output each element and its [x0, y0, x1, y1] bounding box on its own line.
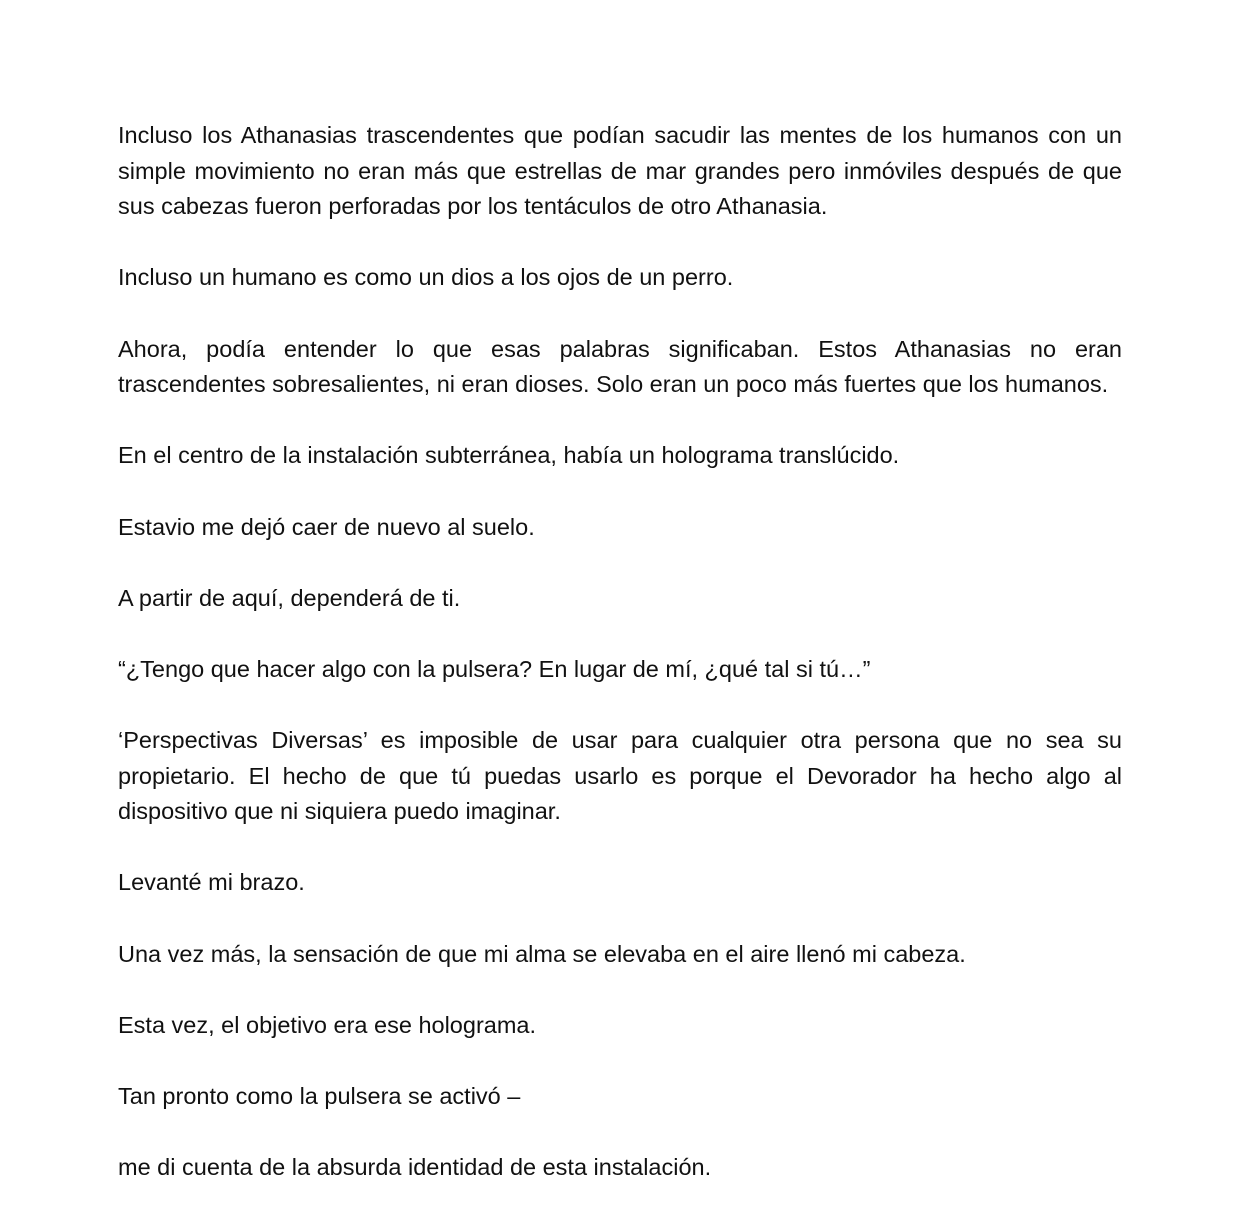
paragraph-11: Esta vez, el objetivo era ese holograma. — [118, 1011, 537, 1038]
paragraph-6: A partir de aquí, dependerá de ti. — [118, 584, 461, 611]
paragraph-8: ‘Perspectivas Diversas’ es imposible de usar para cualquier otra persona que no sea su propietario. El hecho de que tú puedas usarlo es porque el Devorador ha hecho algo al dispositivo que ni siquiera puedo imaginar. — [118, 727, 1122, 825]
paragraph-3: Ahora, podía entender lo que esas palabras significaban. Estos Athanasias no eran trascendentes sobresalientes, ni eran dioses. Solo eran un poco más fuertes que los humanos. — [118, 335, 1122, 398]
paragraph-4: En el centro de la instalación subterránea, había un holograma translúcido. — [118, 442, 900, 469]
document-body — [118, 118, 1122, 1221]
paragraph-7: “¿Tengo que hacer algo con la pulsera? En lugar de mí, ¿qué tal si tú…” — [118, 655, 871, 682]
paragraph-10: Una vez más, la sensación de que mi alma se elevaba en el aire llenó mi cabeza. — [118, 940, 966, 967]
paragraph-13: me di cuenta de la absurda identidad de esta instalación. — [118, 1154, 712, 1181]
paragraph-5: Estavio me dejó caer de nuevo al suelo. — [118, 513, 535, 540]
paragraph-1: Incluso los Athanasias trascendentes que podían sacudir las mentes de los humanos con un simple movimiento no eran más que estrellas de mar grandes pero inmóviles después de que sus cabezas fueron perforadas por los tentáculos de otro Athanasia. — [118, 122, 1122, 220]
paragraph-12: Tan pronto como la pulsera se activó – — [118, 1083, 521, 1110]
paragraph-2: Incluso un humano es como un dios a los ojos de un perro. — [118, 264, 734, 291]
paragraph-9: Levanté mi brazo. — [118, 869, 305, 896]
